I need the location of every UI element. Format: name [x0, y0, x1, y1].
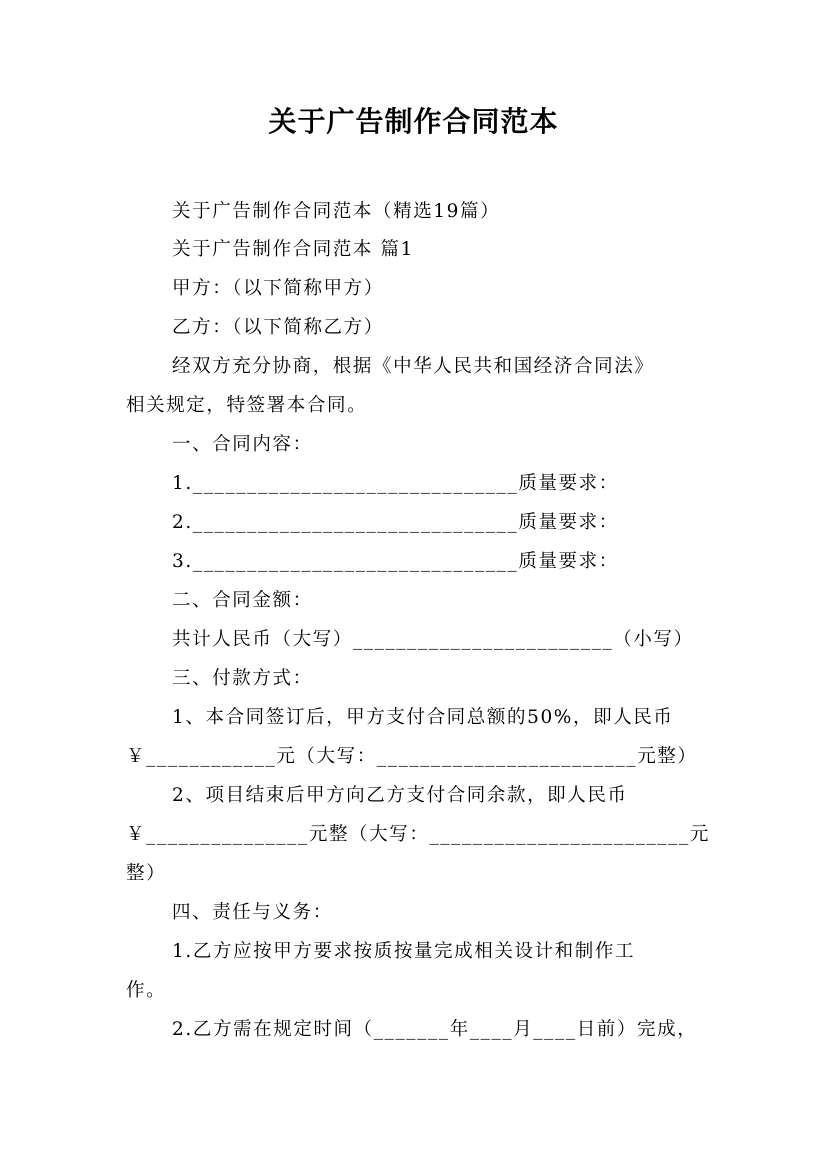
- payment-item-line: ￥_______________元整（大写：________________________元: [126, 824, 710, 845]
- intro-paragraph-line: 相关规定，特签署本合同。: [126, 395, 368, 416]
- duty-item-line: 1.乙方应按甲方要求按质按量完成相关设计和制作工: [172, 941, 636, 962]
- subtitle-line: 关于广告制作合同范本（精选19篇）: [172, 201, 501, 222]
- intro-paragraph-line: 经双方充分协商，根据《中华人民共和国经济合同法》: [172, 356, 655, 377]
- clause-heading-amount: 二、合同金额：: [172, 590, 313, 611]
- content-item-line: 2.______________________________质量要求：: [172, 512, 619, 533]
- clause-heading-content: 一、合同内容：: [172, 434, 313, 455]
- section-heading-line: 关于广告制作合同范本 篇1: [172, 239, 414, 260]
- payment-item-line: 1、本合同签订后，甲方支付合同总额的50%，即人民币: [172, 707, 674, 728]
- amount-line: 共计人民币（大写）________________________（小写）: [172, 629, 694, 650]
- content-item-line: 3.______________________________质量要求：: [172, 551, 619, 572]
- content-item-line: 1.______________________________质量要求：: [172, 473, 619, 494]
- duty-item-line: 2.乙方需在规定时间（_______年____月____日前）完成，: [172, 1019, 698, 1040]
- clause-heading-payment: 三、付款方式：: [172, 668, 313, 689]
- duty-item-line: 作。: [126, 980, 167, 1001]
- payment-item-line: 整）: [126, 863, 167, 884]
- payment-item-line: ￥____________元（大写：________________________元整）: [126, 746, 698, 767]
- document-title: 关于广告制作合同范本: [268, 105, 559, 138]
- clause-heading-duties: 四、责任与义务：: [172, 902, 333, 923]
- party-a-line: 甲方：（以下简称甲方）: [172, 278, 384, 299]
- payment-item-line: 2、项目结束后甲方向乙方支付合同余款，即人民币: [172, 785, 628, 806]
- party-b-line: 乙方：（以下简称乙方）: [172, 317, 384, 338]
